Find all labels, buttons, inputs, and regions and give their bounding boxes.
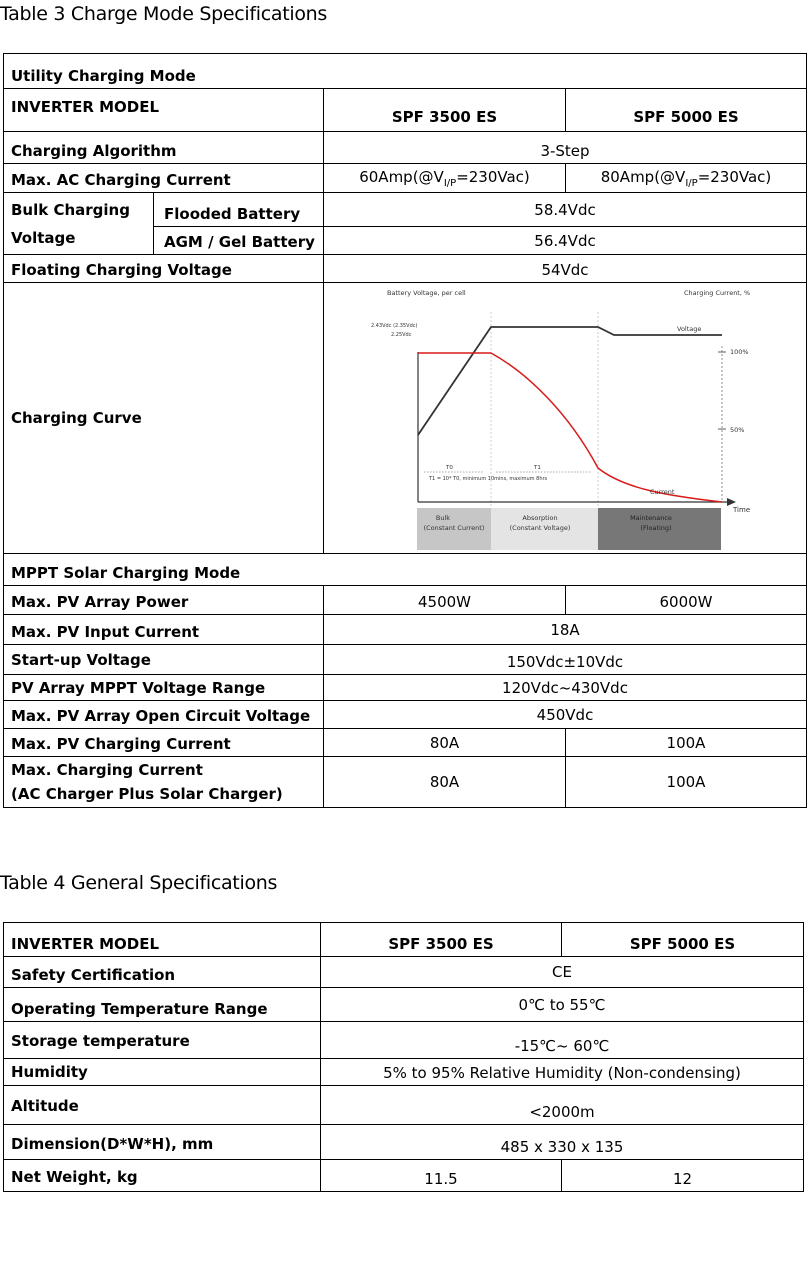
safety-label: Safety Certification xyxy=(4,957,321,988)
table-row xyxy=(4,255,807,283)
table-row xyxy=(4,283,807,554)
altitude-label: Altitude xyxy=(4,1086,321,1125)
current-label: Current xyxy=(650,487,675,496)
dimension-value: 485 x 330 x 135 xyxy=(321,1125,804,1160)
v-high-label: 2.43Vdc (2.35Vdc) xyxy=(371,322,418,329)
ac-current-a xyxy=(324,164,566,193)
ac-current-post: =230Vac) xyxy=(456,168,530,186)
table-row xyxy=(4,988,804,1022)
ac-current-b-pre: 80Amp(@V xyxy=(600,168,686,186)
time-label: Time xyxy=(733,505,751,514)
stage-absorption-sub: (Constant Voltage) xyxy=(509,523,571,532)
weight-b: 12 xyxy=(562,1160,804,1192)
agm-value: 56.4Vdc xyxy=(324,227,807,255)
table-row xyxy=(4,701,807,729)
table-row xyxy=(4,1022,804,1059)
max-charging-a: 80A xyxy=(324,757,566,808)
pv-power-label: Max. PV Array Power xyxy=(4,586,324,615)
bulk-label-line1: Bulk Charging xyxy=(11,200,130,219)
ac-current-post: =230Vac) xyxy=(697,168,772,186)
flooded-value: 58.4Vdc xyxy=(324,193,807,227)
table-row xyxy=(4,89,807,132)
t0-label: T0 xyxy=(446,464,453,471)
utility-section-title: Utility Charging Mode xyxy=(4,54,807,89)
algorithm-value: 3-Step xyxy=(324,132,807,164)
altitude-value: <2000m xyxy=(321,1086,804,1125)
voltage-curve xyxy=(418,324,722,435)
weight-a: 11.5 xyxy=(321,1160,562,1192)
model-a: SPF 3500 ES xyxy=(324,89,566,132)
charging-curve-cell xyxy=(324,283,807,554)
dimension-label: Dimension(D*W*H), mm xyxy=(4,1125,321,1160)
floating-value: 54Vdc xyxy=(324,255,807,283)
table-row xyxy=(4,615,807,645)
right-axis-label: Charging Current, % xyxy=(684,288,751,297)
table-row xyxy=(4,164,807,193)
section-row xyxy=(4,554,807,586)
op-temp-label: Operating Temperature Range xyxy=(4,988,321,1022)
ac-current-a-pre: 60Amp(@V xyxy=(359,168,444,186)
ac-current-b xyxy=(566,164,807,193)
left-axis-label: Battery Voltage, per cell xyxy=(387,288,466,297)
table-row xyxy=(4,586,807,615)
max-charging-label-line2: (AC Charger Plus Solar Charger) xyxy=(11,785,283,803)
section-row xyxy=(4,54,807,89)
table-row xyxy=(4,132,807,164)
humidity-value: 5% to 95% Relative Humidity (Non-condensing) xyxy=(321,1059,804,1086)
stage-maintenance-sub: (Floating) xyxy=(640,523,672,532)
charge-mode-table xyxy=(3,53,807,808)
pv-charging-b: 100A xyxy=(566,729,807,757)
weight-label: Net Weight, kg xyxy=(4,1160,321,1192)
v-float-label: 2.25Vdc xyxy=(391,331,412,338)
model-b: SPF 5000 ES xyxy=(562,923,804,957)
open-circuit-label: Max. PV Array Open Circuit Voltage xyxy=(4,701,324,729)
mppt-range-label: PV Array MPPT Voltage Range xyxy=(4,675,324,701)
pv-input-label: Max. PV Input Current xyxy=(4,615,324,645)
table-row xyxy=(4,757,807,808)
pv-charging-label: Max. PV Charging Current xyxy=(4,729,324,757)
model-label: INVERTER MODEL xyxy=(4,923,321,957)
stage-absorption-name: Absorption xyxy=(522,513,558,522)
ac-current-sub: I/P xyxy=(685,178,698,189)
table-row xyxy=(4,1125,804,1160)
mppt-section-title: MPPT Solar Charging Mode xyxy=(4,554,807,586)
curve-label: Charging Curve xyxy=(4,283,324,554)
pv-power-b: 6000W xyxy=(566,586,807,615)
storage-label: Storage temperature xyxy=(4,1022,321,1059)
startup-label: Start-up Voltage xyxy=(4,645,324,675)
t1-label: T1 xyxy=(534,464,541,471)
flooded-label: Flooded Battery xyxy=(154,193,324,227)
table-row xyxy=(4,675,807,701)
stage-maintenance-name: Maintenance xyxy=(630,513,672,522)
stage-bulk-name: Bulk xyxy=(435,513,451,522)
startup-value: 150Vdc±10Vdc xyxy=(324,645,807,675)
pv-charging-a: 80A xyxy=(324,729,566,757)
op-temp-value: 0℃ to 55℃ xyxy=(321,988,804,1022)
algorithm-label: Charging Algorithm xyxy=(4,132,324,164)
table-row xyxy=(4,923,804,957)
table-row xyxy=(4,1086,804,1125)
ac-current-label: Max. AC Charging Current xyxy=(4,164,324,193)
stage-bulk-sub: (Constant Current) xyxy=(423,523,485,532)
max-charging-label-line1: Max. Charging Current xyxy=(11,761,203,779)
pv-input-value: 18A xyxy=(324,615,807,645)
humidity-label: Humidity xyxy=(4,1059,321,1086)
safety-value: CE xyxy=(321,957,804,988)
open-circuit-value: 450Vdc xyxy=(324,701,807,729)
model-a: SPF 3500 ES xyxy=(321,923,562,957)
max-charging-b: 100A xyxy=(566,757,807,808)
table-row xyxy=(4,193,807,227)
ac-current-sub: I/P xyxy=(443,178,457,189)
max-charging-label xyxy=(4,757,324,808)
table-row xyxy=(4,729,807,757)
table-row xyxy=(4,645,807,675)
model-b: SPF 5000 ES xyxy=(566,89,807,132)
voltage-label: Voltage xyxy=(677,324,702,333)
floating-label: Floating Charging Voltage xyxy=(4,255,324,283)
storage-value: -15℃~ 60℃ xyxy=(321,1022,804,1059)
pct-50-label: 50% xyxy=(730,425,745,434)
agm-label: AGM / Gel Battery xyxy=(154,227,324,255)
table4-caption: Table 4 General Specifications xyxy=(0,872,278,894)
table3-caption: Table 3 Charge Mode Specifications xyxy=(0,3,328,25)
t-note: T1 = 10* T0, minimum 10mins, maximum 8hrs xyxy=(429,475,548,482)
table-row xyxy=(4,1160,804,1192)
charging-curve-diagram xyxy=(324,284,807,553)
pv-power-a: 4500W xyxy=(324,586,566,615)
mppt-range-value: 120Vdc~430Vdc xyxy=(324,675,807,701)
table-row xyxy=(4,957,804,988)
general-spec-table xyxy=(3,922,804,1192)
model-label: INVERTER MODEL xyxy=(4,89,324,132)
pct-100-label: 100% xyxy=(730,347,749,356)
time-arrow-icon xyxy=(727,498,736,506)
bulk-label-line2: Voltage xyxy=(11,228,76,247)
bulk-label xyxy=(4,193,154,255)
table-row xyxy=(4,1059,804,1086)
